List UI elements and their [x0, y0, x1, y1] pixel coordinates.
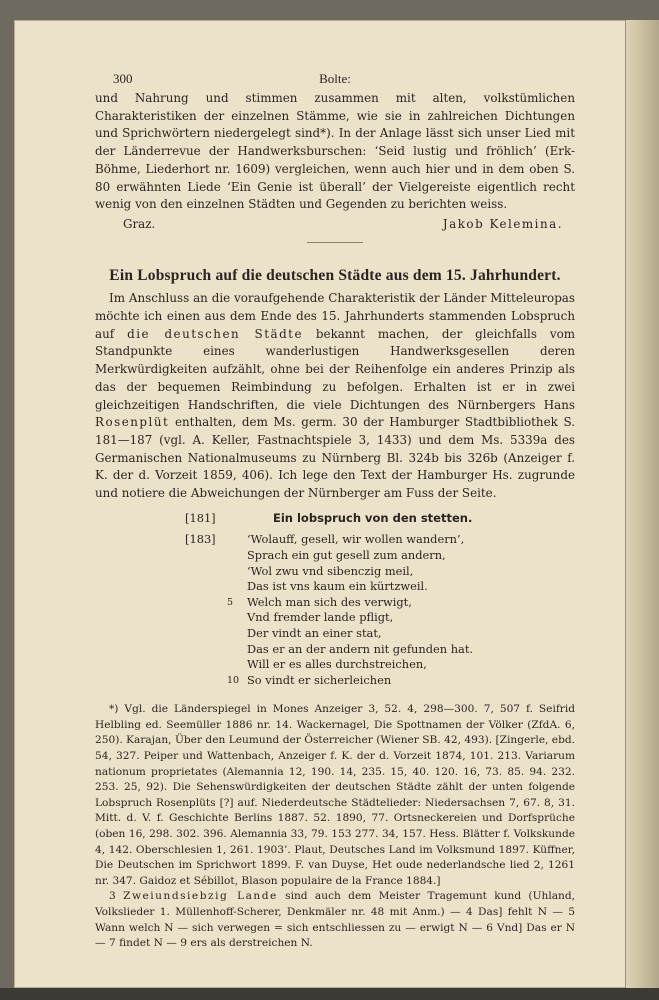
body-text-3: enthalten, dem Ms. germ. 30 der Hamburger Stadtbibliothek S. 181—187 (vgl. A. Keller, Fastnachtspiele 3, 1433) und dem Ms. 5339a des Germanischen Nationalmuseums zu Nürnberg Bl. 324b bis 326b (Anzeiger f. K. der d. Vorzeit 1859, 406). Ich lege den Text der Hamburger Hs. zugrunde und notiere die Abweichungen der Nürnberger am Fuss der Seite. [95, 415, 575, 501]
poem-verse: Das ist vns kaum ein kürtzweil. [247, 579, 428, 594]
page-header [95, 70, 575, 90]
signature-line [95, 216, 575, 234]
poem-verse: Will er es alles durchstreichen, [247, 657, 427, 672]
poem-line [95, 595, 575, 611]
footnote-star: *) Vgl. die Länderspiegel in Mones Anzeiger 3, 52. 4, 298—300. 7, 507 f. Seifrid Helbling ed. Seemüller 1886 nr. 14. Wackernagel, Die Spottnamen der Völker (ZfdA. 6, 250). Karajan, Über den Leumund der Österreicher (Wiener SB. 42, 493). [Zingerle, ebd. 54, 327. Peiper und Wattenbach, Anzeiger f. K. der d. Vorzeit 1874, 101. 213. Variarum nationum proprietates (Alemannia 12, 190. 14, 235. 15, 40. 120. 16, 73. 85. 94. 232. 253. 25, 92). Die Sehenswürdigkeiten der deutschen Städte zählt der unten folgende Lobspruch Rosenplüts [?] auf. Niederdeutsche Städtelieder: Niedersachsen 7, 67. 8, 31. Mitt. d. V. f. Geschichte Berlins 1887. 52. 1890, 77. Ortsneckereien und Dorfsprüche (oben 16, 298. 302. 396. Alemannia 33, 79. 153 277. 34, 157. Hess. Blätter f. Volkskunde 4, 142. Oberschlesien 1, 261. 1903’. Plaut, Deutsches Land im Volksmund 1897. Küffner, Die Deutschen im Sprichwort 1899. F. van Duyse, Het oude nederlandsche lied 2, 1261 nr. 347. Gaidoz et Sébillot, Blason populaire de la France 1884.] [95, 703, 575, 887]
poem-verse: Welch man sich des verwigt, [247, 594, 412, 609]
body-spaced-1: die deutschen Städte [127, 326, 303, 341]
footnotes [95, 702, 575, 952]
poem-line [95, 673, 575, 689]
poem-line [95, 564, 575, 580]
poem-page-ref: [181] [185, 510, 216, 525]
footnote-variants-text: sind auch dem Meister Tragemunt kund (Uhland, Volkslieder 1. Müllenhoff-Scherer, Denkmäler nr. 48 mit Anm.) — 4 Das] fehlt N — 5 Wann welch N — sich verwegen = sich entschliessen zu — erwigt N — 6 Vnd] Das er N — 7 findet N — 9 ers als derstreichen N. [95, 890, 575, 950]
next-page-edge [626, 20, 659, 988]
body-text-1: Im Anschluss an die voraufgehende Charakteristik der Länder Mitteleuropas möchte ich einen aus dem Ende des 15. Jahrhunderts stammenden Lobspruch auf [95, 291, 575, 341]
poem-line [95, 610, 575, 626]
intro-paragraph: und Nahrung und stimmen zusammen mit alten, volkstümlichen Charakteristiken der einzelnen Stämme, wie sie in zahlreichen Dichtungen und Sprichwörtern niedergelegt sind*). In der Anlage lässt sich unser Lied mit der Länderrevue der Handwerksburschen: ‘Seid lustig und fröhlich’ (Erk-Böhme, Liederhort nr. 1609) vergleichen, wenn auch hier und in dem oben S. 80 erwähnten Liede ‘Ein Genie ist überall’ der Vielgereiste eigentlich recht wenig von den einzelnen Städten und Gegenden zu berichten weiss. [95, 91, 575, 212]
poem-line [95, 532, 575, 548]
poem-verse: Vnd fremder lande pfligt, [247, 610, 394, 625]
poem-line-number: 5 [227, 596, 234, 608]
poem-line-number: 10 [227, 674, 240, 686]
body-text-2: bekannt machen, der gleichfalls vom Standpunkte eines wanderlustigen Handwerksgesellen deren Merkwürdigkeiten aufzählt, ohne bei der Reihenfolge ein anderes Prinzip als das der bequemen Reimbindung zu befolgen. Erhalten ist er in zwei gleichzeitigen Handschriften, die viele Dichtungen des Nürnbergers Hans [95, 326, 576, 412]
footnote-line-ref: 3 [109, 890, 116, 903]
footnote-variants [95, 889, 575, 951]
poem-verse: So vindt er sicherleichen [247, 672, 392, 687]
poem-line [95, 579, 575, 595]
poem-verse: Der vindt an einer stat, [247, 625, 382, 640]
poem-line [95, 626, 575, 642]
poem-verse: ‘Wol zwu vnd sibenczig meil, [247, 563, 414, 578]
page-number: 300 [113, 71, 133, 86]
poem-page-ref: [183] [185, 532, 216, 547]
scan-bottom-border [0, 988, 659, 1000]
poem-line [95, 657, 575, 673]
section-title: Ein Lobspruch auf die deutschen Städte aus dem 15. Jahrhundert. [109, 266, 561, 284]
running-title: Bolte: [319, 71, 351, 86]
poem-line [95, 548, 575, 564]
footnote-spaced: Zweiundsiebzig Lande [123, 890, 278, 903]
poem-verse: Sprach ein gut gesell zum andern, [247, 547, 446, 562]
poem-title: Ein lobspruch von den stetten. [273, 510, 473, 525]
poem [95, 511, 575, 689]
poem-line [95, 642, 575, 658]
page-content [95, 70, 575, 952]
signature-place: Graz. [123, 216, 156, 231]
body-paragraph [95, 290, 575, 502]
poem-verse: ‘Wolauff, gesell, wir wollen wandern’, [247, 532, 465, 547]
body-spaced-2: Rosenplüt [95, 415, 170, 430]
signature-author: Jakob Kelemina. [442, 216, 563, 231]
poem-title-row [95, 511, 575, 527]
section-divider [307, 242, 363, 243]
poem-verse: Das er an der andern nit gefunden hat. [247, 641, 474, 656]
